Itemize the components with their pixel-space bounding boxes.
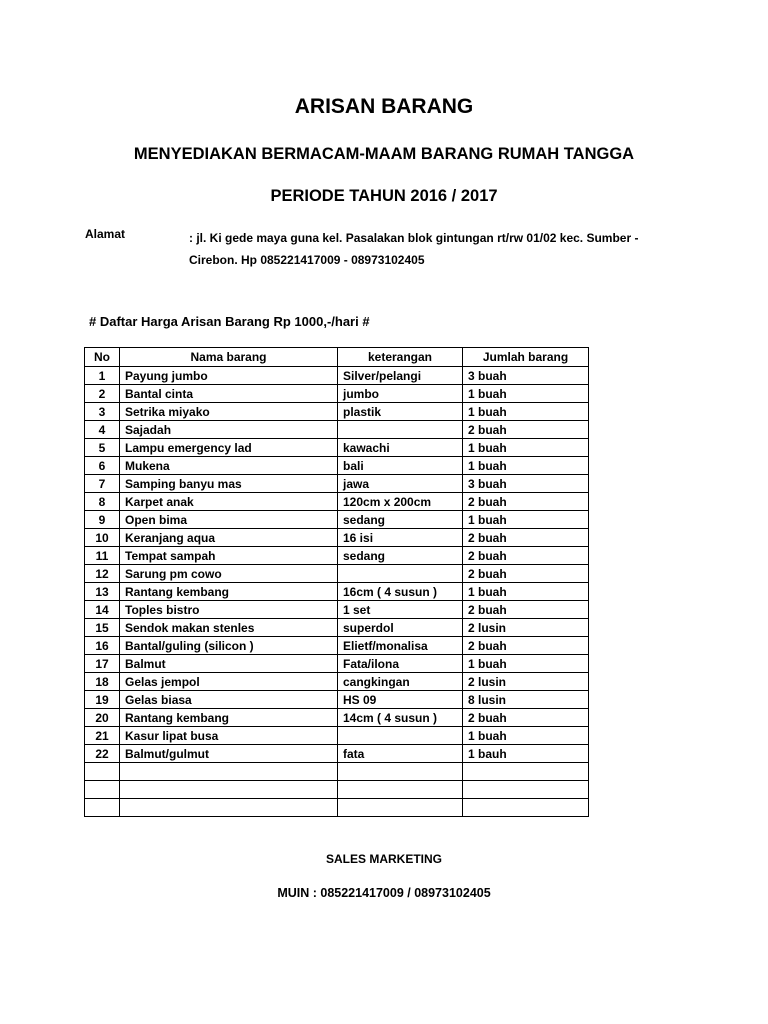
table-row bbox=[85, 511, 589, 529]
cell-no: 11 bbox=[85, 547, 120, 565]
table-row bbox=[85, 709, 589, 727]
cell-no: 12 bbox=[85, 565, 120, 583]
cell-name: Keranjang aqua bbox=[120, 529, 338, 547]
cell-jumlah: 1 buah bbox=[463, 727, 589, 745]
cell-no: 4 bbox=[85, 421, 120, 439]
table-row bbox=[85, 529, 589, 547]
sales-contact: MUIN : 085221417009 / 08973102405 bbox=[277, 886, 491, 900]
cell-keterangan: 1 set bbox=[338, 601, 463, 619]
document-subtitle: MENYEDIAKAN BERMACAM-MAAM BARANG RUMAH TANGGA bbox=[133, 145, 635, 163]
cell-name bbox=[120, 799, 338, 817]
table-row bbox=[85, 583, 589, 601]
cell-keterangan: sedang bbox=[338, 511, 463, 529]
cell-jumlah: 2 buah bbox=[463, 493, 589, 511]
cell-keterangan: plastik bbox=[338, 403, 463, 421]
table-row bbox=[85, 493, 589, 511]
address-text bbox=[189, 227, 659, 271]
cell-name: Lampu emergency lad bbox=[120, 439, 338, 457]
cell-name: Balmut/gulmut bbox=[120, 745, 338, 763]
cell-keterangan: kawachi bbox=[338, 439, 463, 457]
table-row bbox=[85, 547, 589, 565]
cell-no: 6 bbox=[85, 457, 120, 475]
cell-no: 3 bbox=[85, 403, 120, 421]
cell-jumlah: 1 buah bbox=[463, 511, 589, 529]
table-row bbox=[85, 385, 589, 403]
cell-no: 22 bbox=[85, 745, 120, 763]
table-row bbox=[85, 763, 589, 781]
cell-no: 20 bbox=[85, 709, 120, 727]
table-row bbox=[85, 619, 589, 637]
cell-keterangan: cangkingan bbox=[338, 673, 463, 691]
table-row bbox=[85, 475, 589, 493]
cell-no bbox=[85, 763, 120, 781]
cell-no: 10 bbox=[85, 529, 120, 547]
cell-name: Setrika miyako bbox=[120, 403, 338, 421]
cell-no: 14 bbox=[85, 601, 120, 619]
address-label: Alamat bbox=[85, 227, 126, 241]
cell-no bbox=[85, 799, 120, 817]
cell-keterangan bbox=[338, 727, 463, 745]
table-row bbox=[85, 367, 589, 385]
cell-no: 9 bbox=[85, 511, 120, 529]
cell-no: 21 bbox=[85, 727, 120, 745]
cell-jumlah: 2 buah bbox=[463, 529, 589, 547]
cell-jumlah: 1 buah bbox=[463, 403, 589, 421]
cell-no: 7 bbox=[85, 475, 120, 493]
cell-name: Sajadah bbox=[120, 421, 338, 439]
period-heading: PERIODE TAHUN 2016 / 2017 bbox=[270, 187, 498, 205]
cell-keterangan: 16cm ( 4 susun ) bbox=[338, 583, 463, 601]
cell-no: 17 bbox=[85, 655, 120, 673]
cell-name: Mukena bbox=[120, 457, 338, 475]
cell-name: Sendok makan stenles bbox=[120, 619, 338, 637]
document-title: ARISAN BARANG bbox=[294, 95, 474, 118]
table-row bbox=[85, 421, 589, 439]
cell-keterangan: superdol bbox=[338, 619, 463, 637]
table-row bbox=[85, 439, 589, 457]
cell-jumlah bbox=[463, 799, 589, 817]
cell-no: 13 bbox=[85, 583, 120, 601]
header-jumlah: Jumlah barang bbox=[463, 348, 589, 367]
items-table-body bbox=[85, 367, 589, 817]
cell-keterangan bbox=[338, 421, 463, 439]
cell-name bbox=[120, 763, 338, 781]
items-table bbox=[84, 347, 589, 817]
cell-jumlah: 2 buah bbox=[463, 709, 589, 727]
cell-keterangan: 120cm x 200cm bbox=[338, 493, 463, 511]
cell-no: 5 bbox=[85, 439, 120, 457]
table-row bbox=[85, 655, 589, 673]
cell-name: Karpet anak bbox=[120, 493, 338, 511]
price-note: # Daftar Harga Arisan Barang Rp 1000,-/hari # bbox=[89, 314, 370, 329]
table-row bbox=[85, 601, 589, 619]
cell-no: 8 bbox=[85, 493, 120, 511]
cell-keterangan: Elietf/monalisa bbox=[338, 637, 463, 655]
cell-keterangan bbox=[338, 799, 463, 817]
cell-keterangan bbox=[338, 781, 463, 799]
cell-jumlah bbox=[463, 763, 589, 781]
table-row bbox=[85, 727, 589, 745]
cell-keterangan: jumbo bbox=[338, 385, 463, 403]
cell-jumlah: 2 buah bbox=[463, 637, 589, 655]
table-row bbox=[85, 403, 589, 421]
cell-jumlah: 1 bauh bbox=[463, 745, 589, 763]
cell-keterangan: sedang bbox=[338, 547, 463, 565]
cell-keterangan bbox=[338, 763, 463, 781]
cell-keterangan: bali bbox=[338, 457, 463, 475]
header-keterangan: keterangan bbox=[338, 348, 463, 367]
cell-jumlah: 2 lusin bbox=[463, 673, 589, 691]
cell-name: Rantang kembang bbox=[120, 709, 338, 727]
cell-keterangan: 14cm ( 4 susun ) bbox=[338, 709, 463, 727]
cell-name: Gelas jempol bbox=[120, 673, 338, 691]
cell-jumlah: 2 buah bbox=[463, 601, 589, 619]
cell-no: 18 bbox=[85, 673, 120, 691]
cell-no: 19 bbox=[85, 691, 120, 709]
cell-name: Rantang kembang bbox=[120, 583, 338, 601]
cell-name: Kasur lipat busa bbox=[120, 727, 338, 745]
cell-jumlah: 1 buah bbox=[463, 583, 589, 601]
cell-no: 1 bbox=[85, 367, 120, 385]
cell-keterangan bbox=[338, 565, 463, 583]
cell-keterangan: Fata/ilona bbox=[338, 655, 463, 673]
cell-jumlah: 1 buah bbox=[463, 385, 589, 403]
cell-name: Gelas biasa bbox=[120, 691, 338, 709]
table-header-row bbox=[85, 348, 589, 367]
table-row bbox=[85, 691, 589, 709]
cell-jumlah: 3 buah bbox=[463, 367, 589, 385]
cell-keterangan: HS 09 bbox=[338, 691, 463, 709]
table-row bbox=[85, 745, 589, 763]
sales-title: SALES MARKETING bbox=[325, 852, 442, 866]
cell-name: Samping banyu mas bbox=[120, 475, 338, 493]
cell-jumlah: 1 buah bbox=[463, 457, 589, 475]
cell-keterangan: Silver/pelangi bbox=[338, 367, 463, 385]
cell-jumlah bbox=[463, 781, 589, 799]
cell-jumlah: 2 buah bbox=[463, 547, 589, 565]
cell-name: Toples bistro bbox=[120, 601, 338, 619]
address-line-1: : jl. Ki gede maya guna kel. Pasalakan blok gintungan rt/rw 01/02 kec. Sumber - bbox=[189, 231, 639, 245]
table-row bbox=[85, 781, 589, 799]
cell-jumlah: 2 lusin bbox=[463, 619, 589, 637]
header-name: Nama barang bbox=[120, 348, 338, 367]
cell-keterangan: jawa bbox=[338, 475, 463, 493]
cell-jumlah: 3 buah bbox=[463, 475, 589, 493]
cell-name: Bantal cinta bbox=[120, 385, 338, 403]
cell-jumlah: 1 buah bbox=[463, 439, 589, 457]
cell-no bbox=[85, 781, 120, 799]
cell-jumlah: 2 buah bbox=[463, 565, 589, 583]
cell-name: Balmut bbox=[120, 655, 338, 673]
cell-name: Open bima bbox=[120, 511, 338, 529]
table-row bbox=[85, 799, 589, 817]
cell-keterangan: fata bbox=[338, 745, 463, 763]
cell-jumlah: 2 buah bbox=[463, 421, 589, 439]
cell-jumlah: 8 lusin bbox=[463, 691, 589, 709]
address-line-2: Cirebon. Hp 085221417009 - 08973102405 bbox=[189, 253, 425, 267]
cell-name: Payung jumbo bbox=[120, 367, 338, 385]
table-row bbox=[85, 673, 589, 691]
cell-no: 15 bbox=[85, 619, 120, 637]
cell-no: 2 bbox=[85, 385, 120, 403]
table-row bbox=[85, 457, 589, 475]
cell-keterangan: 16 isi bbox=[338, 529, 463, 547]
cell-jumlah: 1 buah bbox=[463, 655, 589, 673]
cell-name: Bantal/guling (silicon ) bbox=[120, 637, 338, 655]
cell-name bbox=[120, 781, 338, 799]
header-no: No bbox=[85, 348, 120, 367]
cell-name: Tempat sampah bbox=[120, 547, 338, 565]
cell-name: Sarung pm cowo bbox=[120, 565, 338, 583]
table-row bbox=[85, 637, 589, 655]
cell-no: 16 bbox=[85, 637, 120, 655]
table-row bbox=[85, 565, 589, 583]
